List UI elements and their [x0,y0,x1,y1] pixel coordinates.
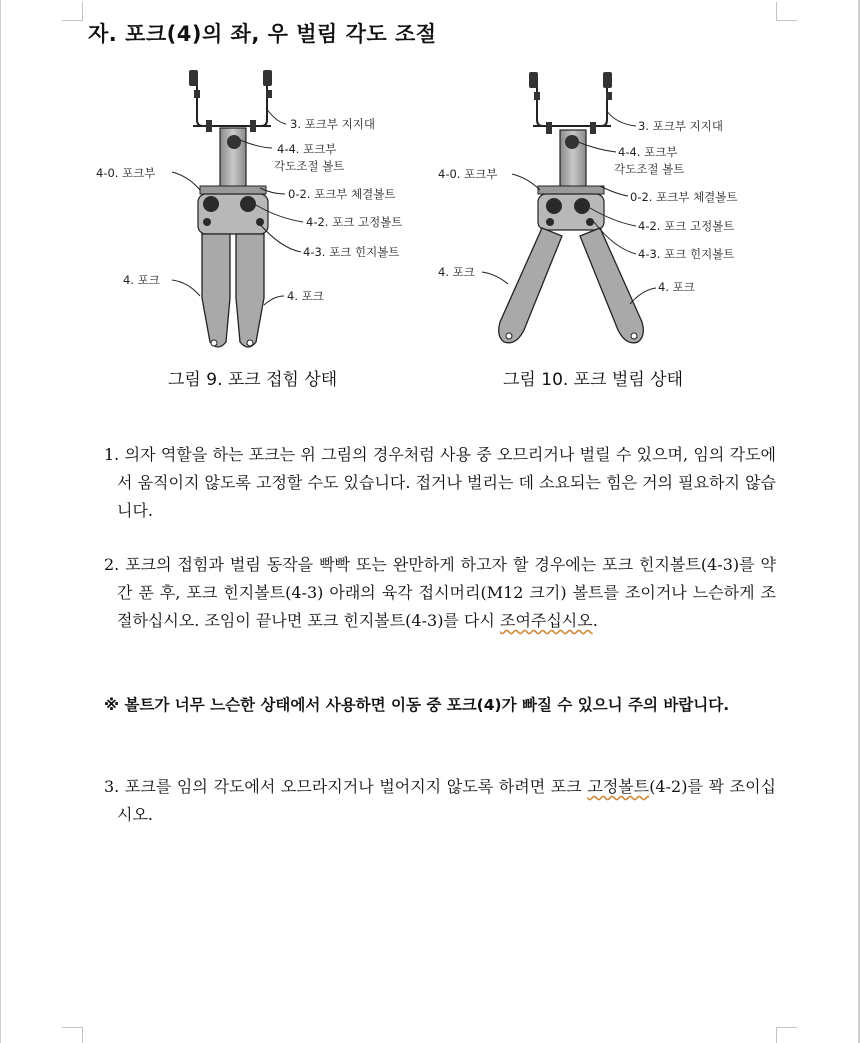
fork-folded-illustration [80,60,440,360]
crop-mark-bottom-right-h [777,1027,797,1028]
label-hinge-bolt: 4-3. 포크 힌지볼트 [638,247,735,261]
crop-mark-bottom-left-h [62,1027,82,1028]
section-title: 자. 포크(4)의 좌, 우 벌림 각도 조절 [88,22,437,46]
figure10-caption: 그림 10. 포크 벌림 상태 [503,370,684,390]
paragraph-3-text: 3. 포크를 임의 각도에서 오므라지거나 벌어지지 않도록 하려면 포크 [104,777,588,796]
fork-leg-left [499,228,562,343]
label-fasten-bolt: 0-2. 포크부 체결볼트 [288,187,396,201]
crop-mark-bottom-right-v [776,1027,777,1043]
crop-mark-top-right-v [776,2,777,21]
label-support: 3. 포크부 지지대 [638,119,723,133]
fork-spread-illustration [430,60,790,360]
label-fork-left: 4. 포크 [123,273,160,287]
crop-mark-top-left-h [62,20,82,21]
label-fork-left: 4. 포크 [438,265,475,279]
crop-mark-top-right-h [777,20,797,21]
paragraph-2-text: 2. 포크의 접힘과 벌림 동작을 빡빡 또는 완만하게 하고자 할 경우에는 포크 힌지볼트(4-3)를 약간 푼 후, 포크 힌지볼트(4-3) 아래의 육각 접시머리(M12 크기) 볼트를 조이거나 느슨하게 조절하십시오. 조임이 끝나면 포크 힌지볼트(4-3)를 다시 [104,555,776,630]
label-support: 3. 포크부 지지대 [290,117,375,131]
paragraph-3-spellcheck-word[interactable]: 고정볼트 [587,777,650,796]
label-fix-bolt: 4-2. 포크 고정볼트 [306,215,403,229]
figure-fork-folded [80,60,440,360]
warning-note: ※ 볼트가 너무 느슨한 상태에서 사용하면 이동 중 포크(4)가 빠질 수 있으니 주의 바랍니다. [104,695,730,714]
figure9-caption: 그림 9. 포크 접힘 상태 [168,370,338,390]
paragraph-2 [104,551,776,635]
label-angle-bolt-2: 각도조절 볼트 [274,159,345,173]
paragraph-2-spellcheck-word[interactable]: 조여주십시오 [499,611,593,630]
support-knobs [529,72,612,100]
fork-mount-plate [538,186,604,194]
fork-leg-right [236,234,264,347]
fork-leg-left [202,234,230,347]
support-knobs [189,70,272,98]
crop-mark-bottom-left-v [82,1027,83,1043]
paragraph-2-end: . [592,611,598,630]
paragraph-1: 1. 의자 역할을 하는 포크는 위 그림의 경우처럼 사용 중 오므리거나 벌릴 수 있으며, 임의 각도에서 움직이지 않도록 고정할 수도 있습니다. 접거나 벌리는 데 소요되는 힘은 거의 필요하지 않습니다. [104,445,776,520]
angle-bolt [565,135,579,149]
label-fork-right: 4. 포크 [658,280,695,294]
label-angle-bolt-2: 각도조절 볼트 [614,162,685,176]
label-angle-bolt-1: 4-4. 포크부 [618,145,678,159]
label-angle-bolt-1: 4-4. 포크부 [277,142,337,156]
label-fork-part: 4-0. 포크부 [438,167,498,181]
support-bracket [193,78,271,126]
paragraph-3 [104,773,776,829]
label-fork-part: 4-0. 포크부 [96,166,156,180]
support-bracket [533,80,611,126]
label-hinge-bolt: 4-3. 포크 힌지볼트 [303,245,400,259]
fork-leg-right [580,228,643,343]
paragraph-3-end: (4-2)를 꽉 조이십시오. [117,777,777,824]
fork-mount-plate [200,186,266,194]
angle-bolt [227,135,241,149]
label-fasten-bolt: 0-2. 포크부 체결볼트 [630,190,738,204]
crop-mark-top-left-v [82,2,83,21]
page-edge-left [0,0,1,1043]
label-fix-bolt: 4-2. 포크 고정볼트 [638,219,735,233]
figure-fork-spread [430,60,790,360]
label-fork-right: 4. 포크 [287,289,324,303]
